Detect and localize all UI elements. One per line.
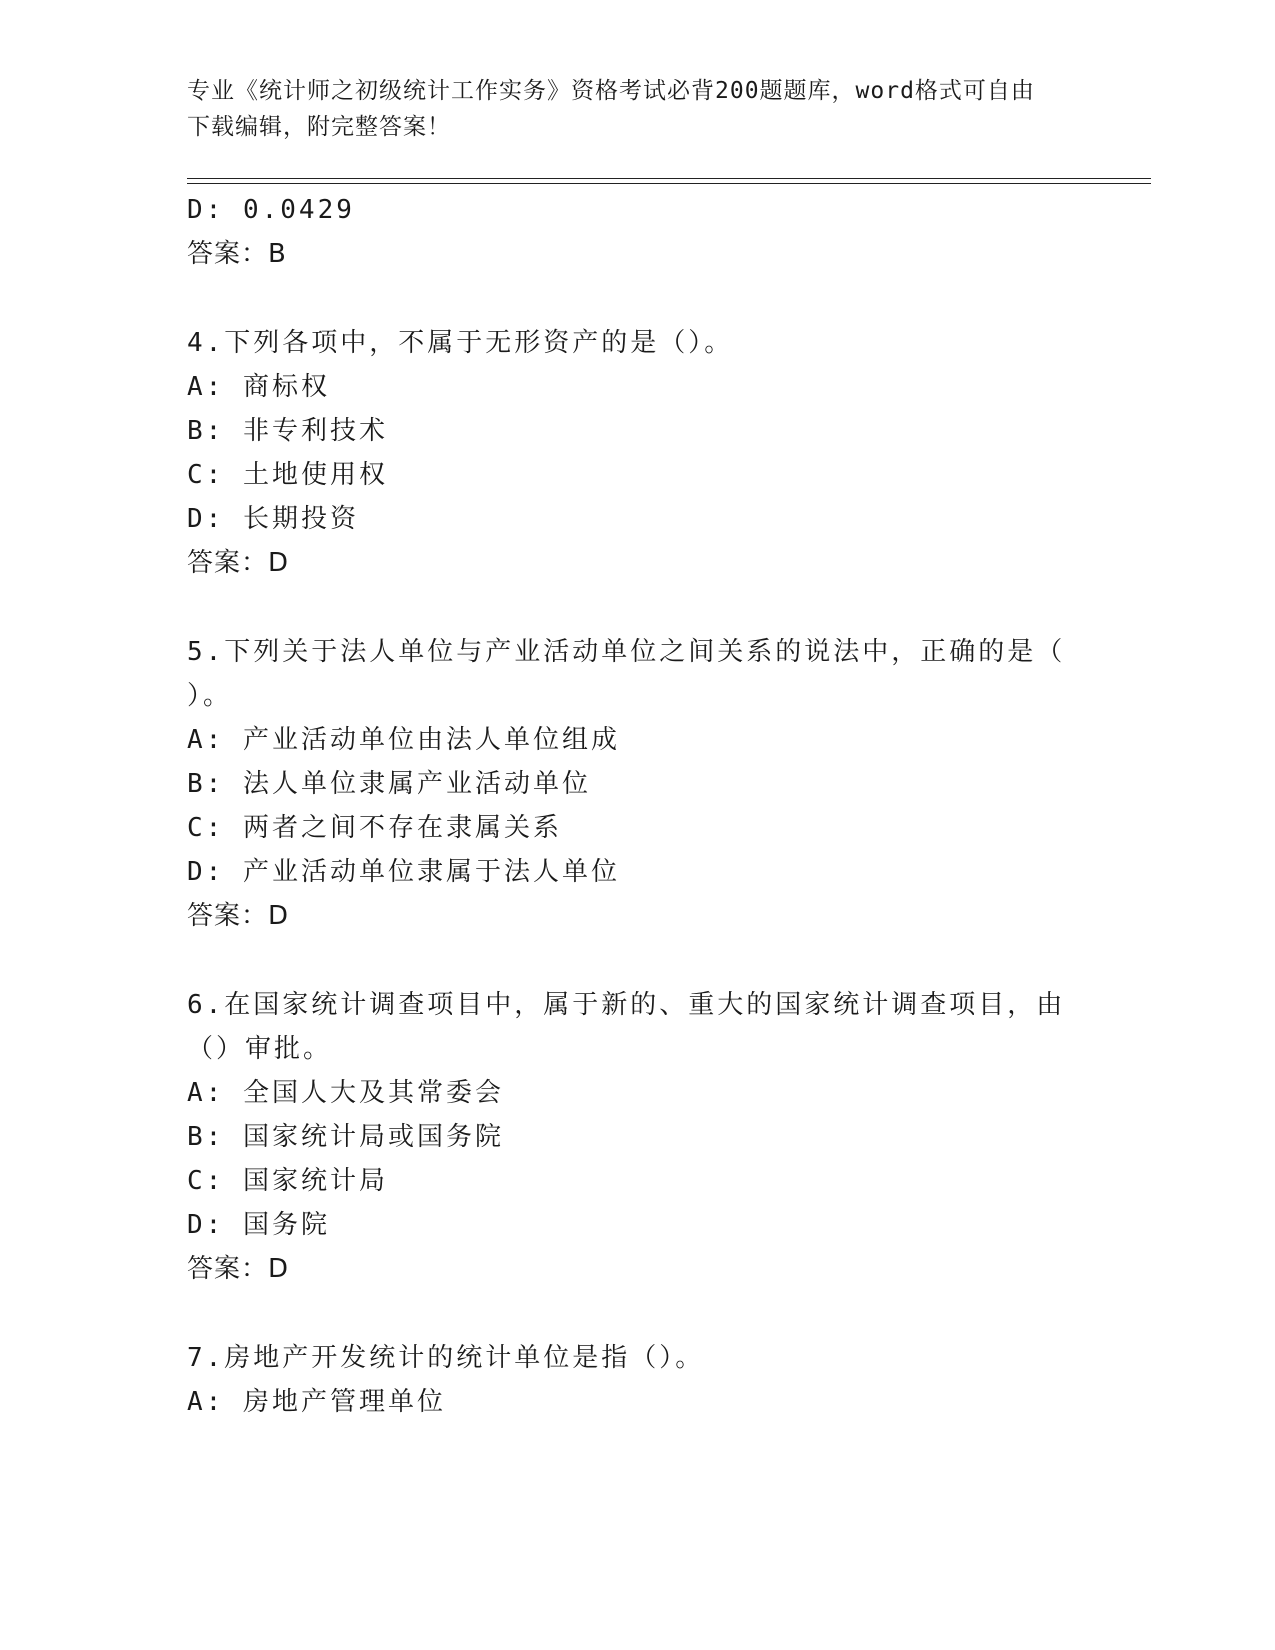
header-divider-bottom — [187, 183, 1151, 184]
header-title-line-1: 专业《统计师之初级统计工作实务》资格考试必背200题题库，word格式可自由 — [187, 78, 1035, 104]
q6-answer: 答案：D — [187, 1254, 290, 1284]
q4-option-b: B: 非专利技术 — [187, 416, 388, 446]
q4-stem: 4.下列各项中，不属于无形资产的是（）。 — [187, 328, 734, 358]
q7-option-a: A: 房地产管理单位 — [187, 1387, 446, 1417]
q4-answer: 答案：D — [187, 548, 290, 578]
q5-option-a: A: 产业活动单位由法人单位组成 — [187, 725, 620, 755]
document-header — [187, 73, 1067, 145]
q5-answer: 答案：D — [187, 901, 290, 931]
q4-option-d: D: 长期投资 — [187, 504, 359, 534]
q7-stem: 7.房地产开发统计的统计单位是指（）。 — [187, 1343, 705, 1373]
q5-option-d: D: 产业活动单位隶属于法人单位 — [187, 857, 620, 887]
q5-stem-line-1: 5.下列关于法人单位与产业活动单位之间关系的说法中，正确的是（ — [187, 637, 1066, 667]
q3-option-d: D: 0.0429 — [187, 195, 355, 225]
q3-answer: 答案：B — [187, 239, 287, 269]
header-divider-top — [187, 178, 1151, 179]
q4-option-a: A: 商标权 — [187, 372, 330, 402]
q6-option-c: C: 国家统计局 — [187, 1166, 388, 1196]
q5-option-c: C: 两者之间不存在隶属关系 — [187, 813, 562, 843]
q5-stem-line-2: ）。 — [187, 681, 233, 711]
q5-option-b: B: 法人单位隶属产业活动单位 — [187, 769, 591, 799]
q4-option-c: C: 土地使用权 — [187, 460, 388, 490]
q6-option-d: D: 国务院 — [187, 1210, 330, 1240]
q6-stem-line-1: 6.在国家统计调查项目中，属于新的、重大的国家统计调查项目，由 — [187, 990, 1066, 1020]
header-title-line-2: 下载编辑，附完整答案！ — [187, 114, 451, 140]
q6-option-a: A: 全国人大及其常委会 — [187, 1078, 504, 1108]
q6-option-b: B: 国家统计局或国务院 — [187, 1122, 504, 1152]
q6-stem-line-2: （）审批。 — [187, 1034, 333, 1064]
